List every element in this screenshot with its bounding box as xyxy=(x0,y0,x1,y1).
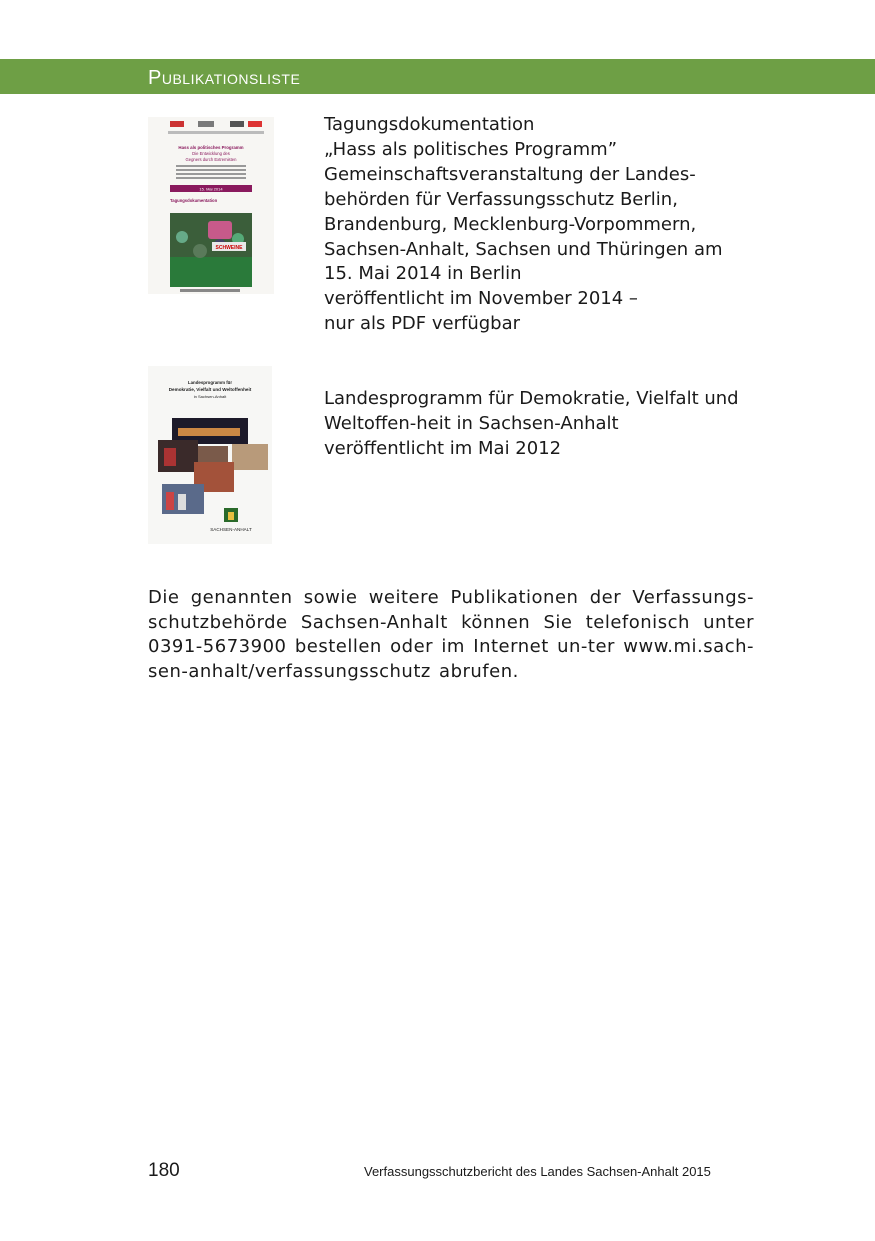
cover-image-1 xyxy=(148,117,274,294)
cover-2-title-line-2: Demokratie, Vielfalt und Weltoffenheit xyxy=(168,387,252,392)
publication-1-line: Gemeinschaftsveranstaltung der Landes- xyxy=(324,163,696,185)
cover-1-date: 15. Mai 2014 xyxy=(199,186,223,192)
cover-2-graphic xyxy=(148,366,272,544)
publication-1-text xyxy=(324,113,764,337)
cover-1-title-line-2: Die Entwicklung des xyxy=(192,151,230,156)
cover-1-graphic xyxy=(148,117,274,294)
publication-1-line: Tagungsdokumentation xyxy=(324,114,535,135)
publication-1-line: Brandenburg, Mecklenburg-Vorpommern, xyxy=(324,213,697,235)
section-title: Publikationsliste xyxy=(148,67,301,89)
cover-2-photo-4 xyxy=(232,444,268,470)
cover-2-title-line-3: in Sachsen-Anhalt xyxy=(193,394,227,399)
info-paragraph: Die genannten sowie weitere Publikationen der Verfassungs-schutzbehörde Sachsen-Anhalt können Sie telefonisch unter 0391-5673900 bestellen oder im Internet un-ter www.mi.sach-sen-anhalt/verfassungsschutz abrufen. xyxy=(148,587,754,682)
publication-1-line: veröffentlicht im November 2014 – xyxy=(324,288,638,310)
page-number: 180 xyxy=(148,1160,180,1181)
publication-2-line: veröffentlicht im Mai 2012 xyxy=(324,437,562,459)
cover-1-title-line-3: Gegners durch Extremisten xyxy=(185,157,237,162)
publication-1-line: nur als PDF verfügbar xyxy=(324,313,521,335)
cover-1-label: Tagungsdokumentation xyxy=(170,198,218,203)
publication-2-text xyxy=(324,387,764,462)
publication-2-line: Weltoffen-heit in Sachsen-Anhalt xyxy=(324,412,619,434)
section-header-bar xyxy=(0,59,875,94)
publication-1-line: behörden für Verfassungsschutz Berlin, xyxy=(324,188,678,210)
footer-title: Verfassungsschutzbericht des Landes Sachsen-Anhalt 2015 xyxy=(364,1164,711,1179)
cover-2-title-line-1: Landesprogramm für xyxy=(187,380,233,385)
logo-mark-1 xyxy=(170,121,184,127)
publication-1-line: Sachsen-Anhalt, Sachsen und Thüringen am xyxy=(324,238,723,260)
cover-1-title-line-1: Hass als politisches Programm xyxy=(178,145,244,150)
cover-image-2 xyxy=(148,366,272,544)
cover-2-logo-text: SACHSEN-ANHALT xyxy=(210,527,252,532)
publication-1-line: „Hass als politisches Programm” xyxy=(324,138,618,160)
publication-1-line: 15. Mai 2014 in Berlin xyxy=(324,263,522,285)
publication-2-line: Landesprogramm für Demokratie, Vielfalt und xyxy=(324,388,739,409)
cover-1-banner: SCHWEINE xyxy=(215,245,243,251)
